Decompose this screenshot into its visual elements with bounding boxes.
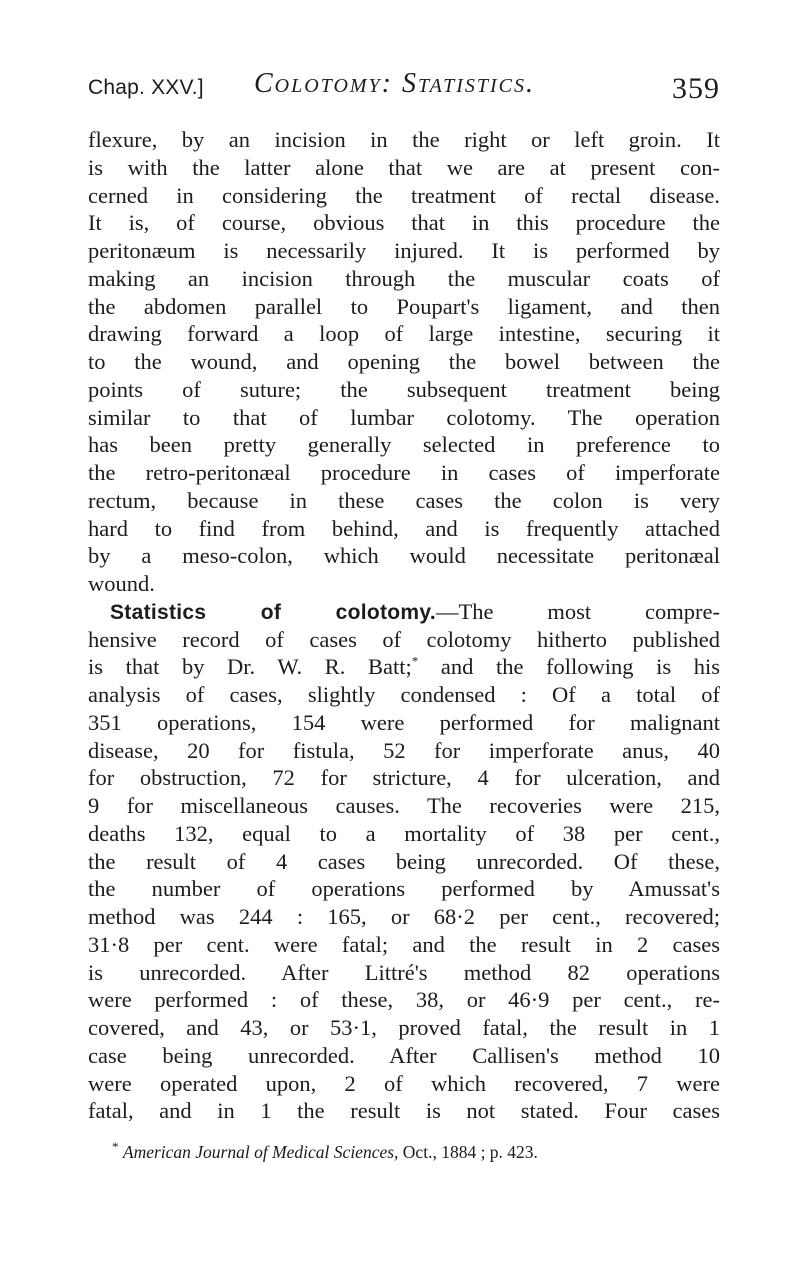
section-heading: Statistics of colotomy. (110, 600, 436, 624)
text-line: points of suture; the subsequent treatment being (88, 376, 720, 402)
text-line: to the wound, and opening the bowel between the (88, 349, 720, 374)
text-line: covered, and 43, or 53·1, proved fatal, the result in 1 (88, 1015, 720, 1040)
text-line: case being unrecorded. After Callisen's method 10 (88, 1042, 720, 1068)
text-line: analysis of cases, slightly condensed : Of a total of (88, 682, 720, 707)
text-line: 9 for miscellaneous causes. The recoveries were 215, (88, 793, 720, 818)
page-number: 359 (672, 72, 720, 105)
body-text (88, 126, 720, 1125)
batt-line-text: is that by Dr. W. R. Batt; (88, 654, 412, 680)
text-line: similar to that of lumbar colotomy. The operation (88, 404, 720, 430)
text-line: wound. (88, 571, 155, 596)
batt-line-tail: and the following is his (418, 654, 720, 680)
text-line: is with the latter alone that we are at present con- (88, 154, 720, 180)
text-line: drawing forward a loop of large intestine, securing it (88, 321, 720, 347)
text-line: the result of 4 cases being unrecorded. Of these, (88, 848, 720, 874)
text-line: were performed : of these, 38, or 46·9 per cent., re- (88, 987, 720, 1013)
text-line: for obstruction, 72 for stricture, 4 for ulceration, and (88, 765, 720, 791)
text-line: the number of operations performed by Amussat's (88, 876, 720, 902)
text-line: rectum, because in these cases the colon is very (88, 487, 720, 513)
text-line: peritonæum is necessarily injured. It is performed by (88, 238, 720, 263)
text-line: disease, 20 for fistula, 52 for imperforate anus, 40 (88, 737, 720, 763)
text-line: by a meso-colon, which would necessitate peritonæal (88, 543, 720, 569)
footnote (112, 1141, 720, 1163)
text-line: the retro-peritonæal procedure in cases of imperforate (88, 460, 720, 485)
footnote-source: American Journal of Medical Sciences, (122, 1142, 399, 1162)
footnote-marker: * (112, 1139, 119, 1155)
footnote-details: Oct., 1884 ; p. 423. (398, 1142, 538, 1162)
text-line: fatal, and in 1 the result is not stated. Four cases (88, 1098, 720, 1124)
section-lead-text: —The most compre- (435, 598, 720, 624)
footnote-reference: * (411, 653, 419, 669)
section-first-line (88, 598, 720, 626)
text-line: the abdomen parallel to Poupart's ligament, and then (88, 293, 720, 319)
running-header (88, 68, 720, 108)
text-line: flexure, by an incision in the right or left groin. It (88, 127, 720, 152)
text-line: is unrecorded. After Littré's method 82 operations (88, 959, 720, 985)
text-line: deaths 132, equal to a mortality of 38 per cent., (88, 820, 720, 846)
text-line: were operated upon, 2 of which recovered, 7 were (88, 1070, 720, 1096)
text-line: 351 operations, 154 were performed for malignant (88, 709, 720, 735)
text-line: hard to find from behind, and is frequently attached (88, 515, 720, 541)
running-chapter: Chap. XXV.] (88, 76, 204, 99)
text-line: making an incision through the muscular coats of (88, 265, 720, 291)
text-line: cerned in considering the treatment of rectal disease. (88, 182, 720, 208)
text-line: hensive record of cases of colotomy hitherto published (88, 626, 720, 652)
text-line: It is, of course, obvious that in this procedure the (88, 210, 720, 236)
running-title: Colotomy: Statistics. (254, 68, 536, 99)
text-line-with-footnote (88, 653, 720, 681)
text-line: 31·8 per cent. were fatal; and the result in 2 cases (88, 931, 720, 957)
text-line: has been pretty generally selected in preference to (88, 432, 720, 458)
text-line: method was 244 : 165, or 68·2 per cent., recovered; (88, 904, 720, 929)
